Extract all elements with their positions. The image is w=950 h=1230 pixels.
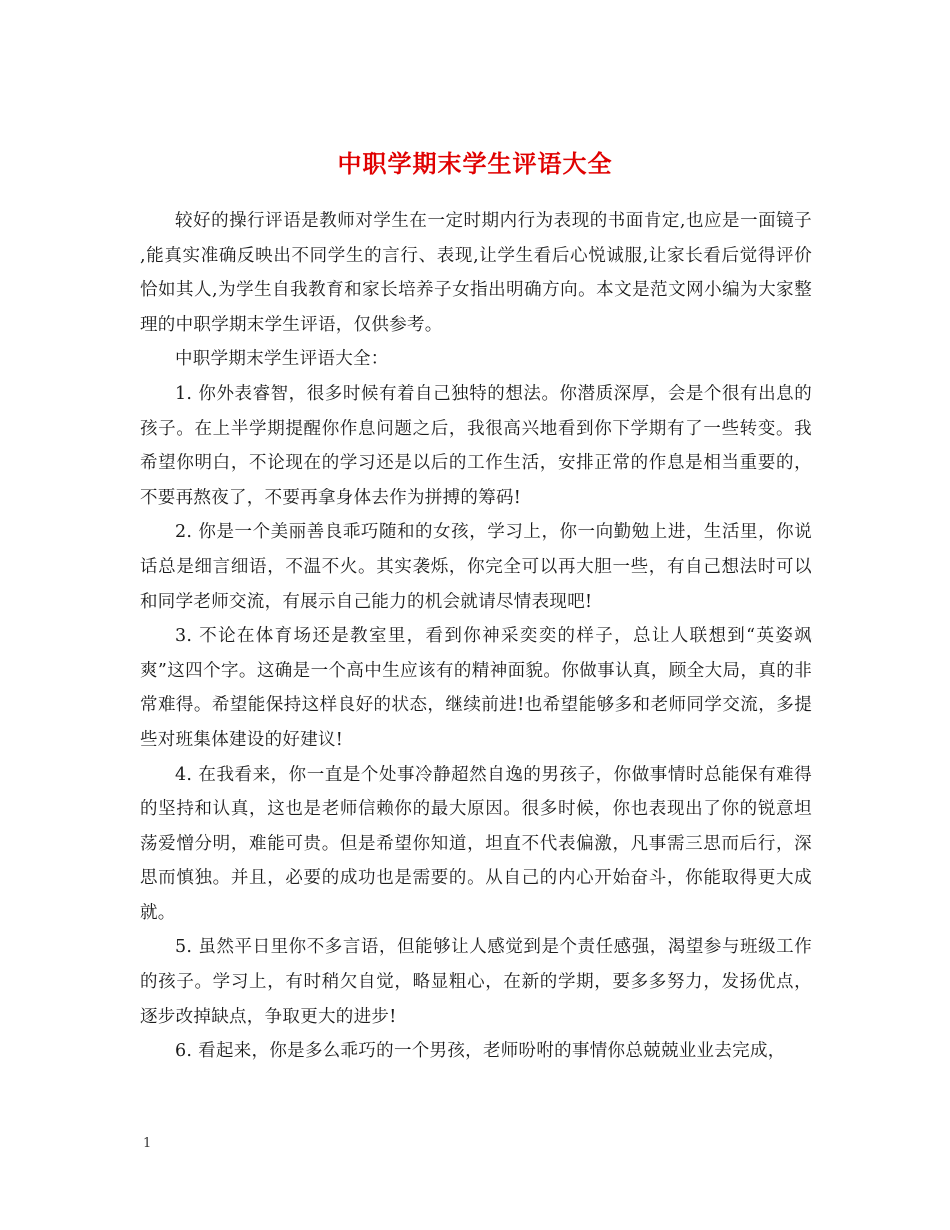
paragraph-intro: 较好的操行评语是教师对学生在一定时期内行为表现的书面肯定,也应是一面镜子 ,能真实准确反映出不同学生的言行、表现,让学生看后心悦诚服,让家长看后觉得评价恰如其人,为学生自我教育和家长培养子女指出明确方向。本文是范文网小编为大家整理的中职学期末学生评语，仅供参考。 (140, 211, 812, 335)
paragraph-comment-4: 4. 在我看来，你一直是个处事冷静超然自逸的男孩子，你做事情时总能保有难得的坚持和认真，这也是老师信赖你的最大原因。很多时候，你也表现出了你的锐意坦荡爱憎分明，难能可贵。但是希望你知道，坦直不代表偏激，凡事需三思而后行，深思而慎独。并且，必要的成功也是需要的。从自己的内心开始奋斗，你能取得更大成就。 (140, 764, 812, 923)
page-number: 1 (143, 1136, 152, 1151)
paragraph-comment-5: 5. 虽然平日里你不多言语，但能够让人感觉到是个责任感强，渴望参与班级工作的孩子。学习上，有时稍欠自觉，略显粗心，在新的学期，要多多努力，发扬优点，逐步改掉缺点，争取更大的进步! (140, 937, 812, 1027)
document-title: 中职学期末学生评语大全 (337, 149, 613, 179)
paragraph-comment-6: 6. 看起来，你是多么乖巧的一个男孩，老师吩咐的事情你总兢兢业业去完成， (175, 1041, 786, 1062)
document-body (140, 204, 812, 1069)
paragraph-comment-2: 2. 你是一个美丽善良乖巧随和的女孩，学习上，你一向勤勉上进，生活里，你说话总是细言细语，不温不火。其实袭烁，你完全可以再大胆一些，有自己想法时可以和同学老师交流，有展示自己能力的机会就请尽情表现吧! (140, 522, 812, 612)
paragraph-comment-3: 3. 不论在体育场还是教室里，看到你神采奕奕的样子，总让人联想到“英姿飒爽”这四个字。这确是一个高中生应该有的精神面貌。你做事认真，顾全大局，真的非常难得。希望能保持这样良好的状态，继续前进!也希望能够多和老师同学交流，多提些对班集体建设的好建议! (140, 626, 812, 750)
paragraph-heading: 中职学期末学生评语大全： (175, 349, 389, 370)
paragraph-comment-1: 1. 你外表睿智，很多时候有着自己独特的想法。你潜质深厚，会是个很有出息的孩子。在上半学期提醒你作息问题之后，我很高兴地看到你下学期有了一些转变。我希望你明白，不论现在的学习还是以后的工作生活，安排正常的作息是相当重要的，不要再熬夜了，不要再拿身体去作为拼搏的筹码! (140, 383, 812, 508)
